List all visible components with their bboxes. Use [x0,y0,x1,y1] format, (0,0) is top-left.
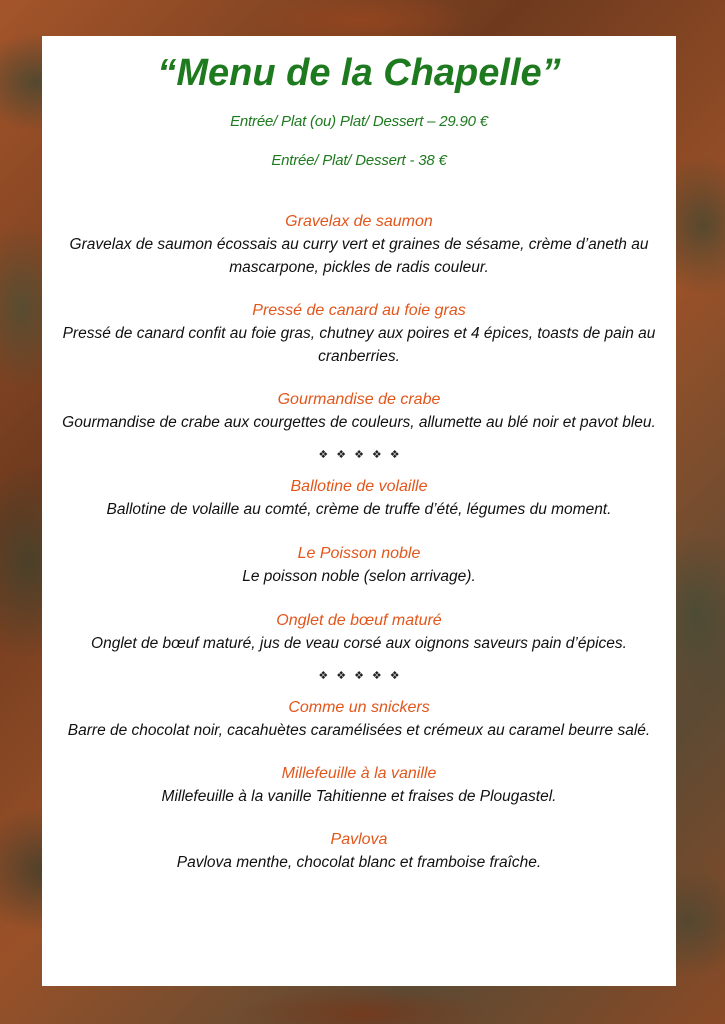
dish-name: Millefeuille à la vanille [281,765,437,782]
desserts-section [42,697,676,874]
dish-name: Gourmandise de crabe [277,391,441,408]
plats-section [42,476,676,655]
dish-name: Pavlova [330,831,388,848]
dish-name: Gravelax de saumon [285,213,433,230]
price-formula-2: Entrée/ Plat/ Dessert - 38 € [271,152,447,169]
menu-page [42,36,676,986]
dish-description: Le poisson noble (selon arrivage). [242,568,476,585]
price-formula-1: Entrée/ Plat (ou) Plat/ Dessert – 29.90 € [230,113,488,130]
dish-description: Gravelax de saumon écossais au curry vert et graines de sésame, crème d’aneth au mascarpone, pickles de radis couleur. [69,236,649,276]
dish-description: Pavlova menthe, chocolat blanc et framboise fraîche. [176,854,542,871]
dish-name: Ballotine de volaille [290,478,428,495]
dish-name: Onglet de bœuf maturé [276,612,442,629]
dish-description: Pressé de canard confit au foie gras, chutney aux poires et 4 épices, toasts de pain au cranberries. [62,325,656,365]
dish-description: Gourmandise de crabe aux courgettes de couleurs, allumette au blé noir et pavot bleu. [62,414,656,431]
dish-description: Barre de chocolat noir, cacahuètes caramélisées et crémeux au caramel beurre salé. [67,722,651,739]
dish-description: Millefeuille à la vanille Tahitienne et fraises de Plougastel. [161,788,557,805]
dish-name: Le Poisson noble [297,545,421,562]
dish-name: Pressé de canard au foie gras [252,302,466,319]
dish-description: Onglet de bœuf maturé, jus de veau corsé aux oignons saveurs pain d’épices. [91,635,627,652]
dish-description: Ballotine de volaille au comté, crème de truffe d’été, légumes du moment. [106,501,612,518]
dish-name: Comme un snickers [288,699,430,716]
separator-ornament: ❖❖❖❖❖ [318,449,408,461]
separator-ornament: ❖❖❖❖❖ [318,670,408,682]
entrees-section [42,211,676,434]
menu-title: “Menu de la Chapelle” [157,52,561,94]
